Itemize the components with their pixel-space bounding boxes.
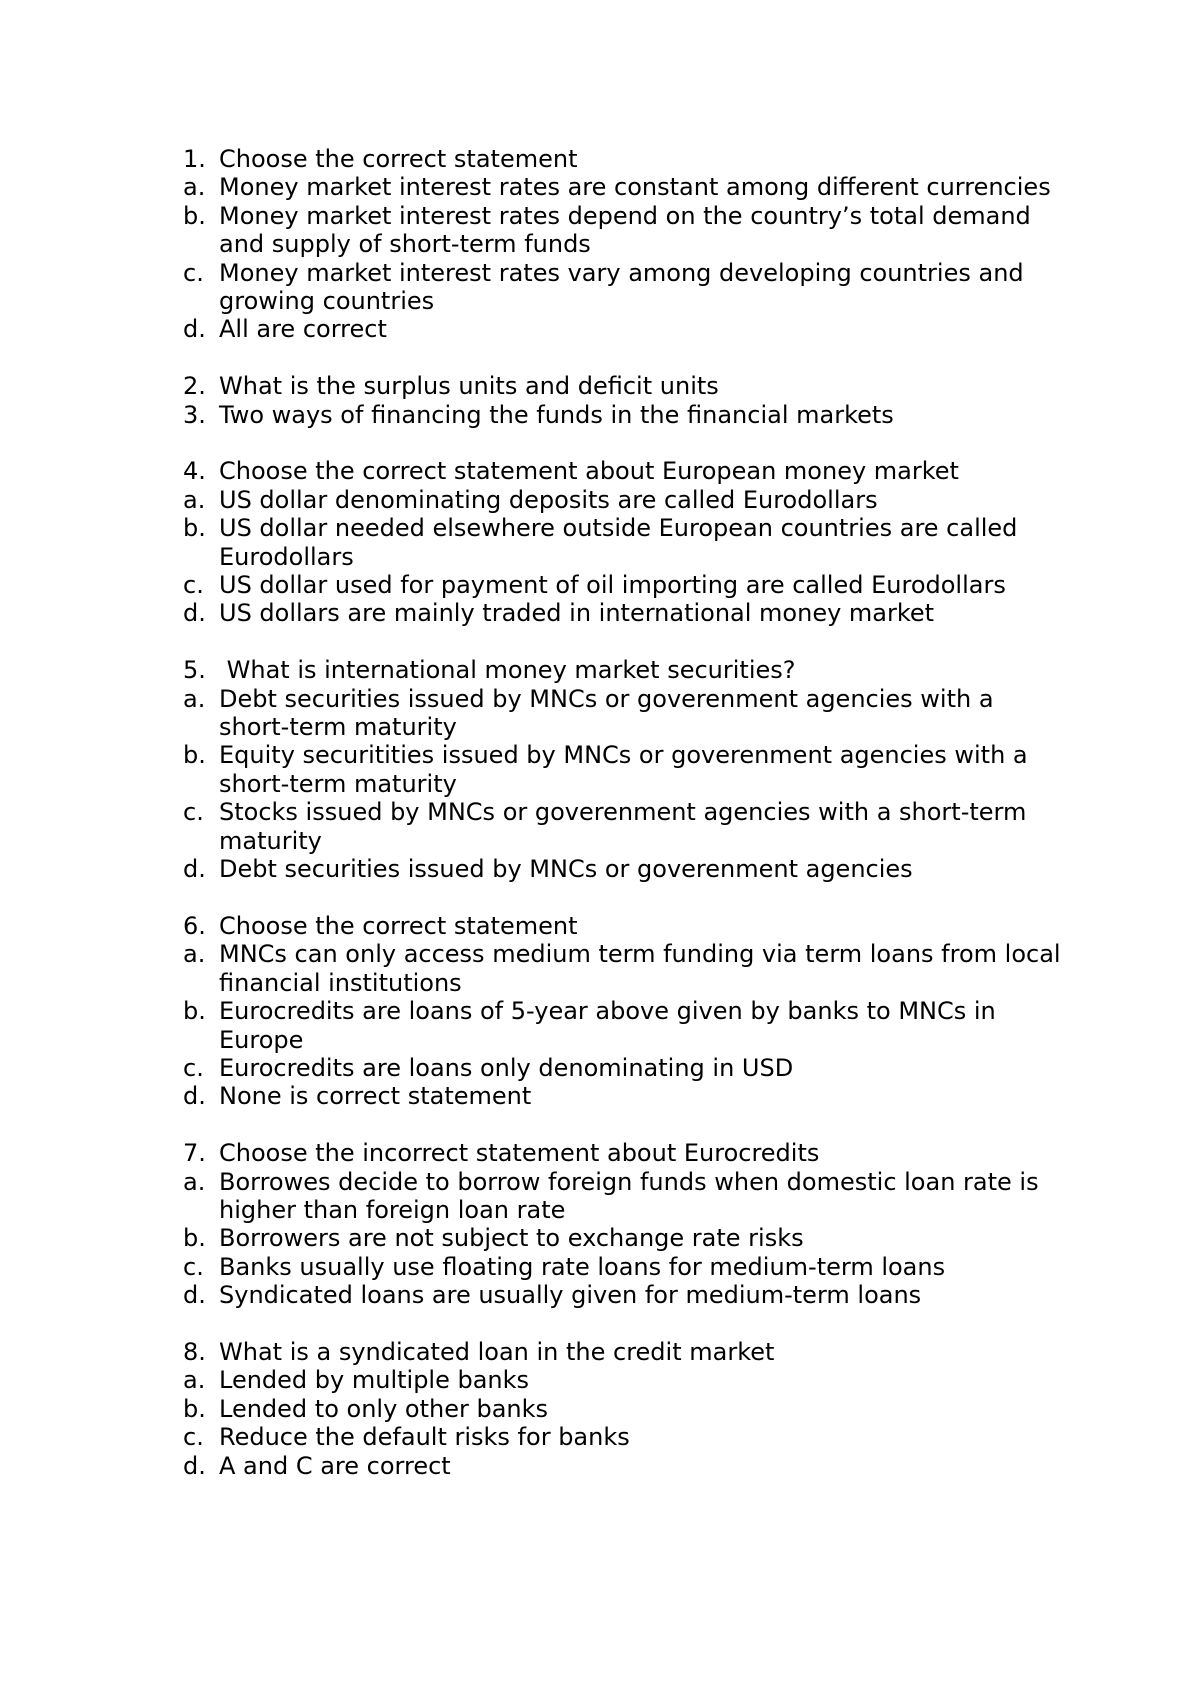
question-block bbox=[183, 911, 1069, 1111]
option-letter: c. bbox=[183, 1423, 204, 1452]
question-text: What is international money market securities? bbox=[219, 656, 796, 685]
option-text: MNCs can only access medium term funding via term loans from local financial institutions bbox=[219, 940, 1069, 997]
answer-option bbox=[183, 315, 1063, 343]
question-number: 2. bbox=[183, 372, 206, 401]
question-line bbox=[183, 1139, 1063, 1167]
option-letter: a. bbox=[183, 485, 206, 514]
answer-option bbox=[183, 1452, 1063, 1480]
question-number: 5. bbox=[183, 656, 206, 685]
question-text: Choose the correct statement bbox=[219, 145, 578, 173]
answer-option bbox=[183, 798, 1063, 855]
option-letter: a. bbox=[183, 1366, 206, 1395]
question-number: 7. bbox=[183, 1139, 206, 1168]
option-letter: d. bbox=[183, 1451, 206, 1480]
question-line bbox=[183, 145, 1063, 173]
option-text: US dollars are mainly traded in international money market bbox=[219, 599, 935, 628]
question-text: Choose the correct statement about European money market bbox=[219, 457, 959, 486]
question-text: Choose the incorrect statement about Eurocredits bbox=[219, 1139, 820, 1168]
answer-option bbox=[183, 1168, 1063, 1225]
question-number: 6. bbox=[183, 911, 206, 940]
option-text: Lended to only other banks bbox=[219, 1394, 549, 1423]
question-line bbox=[183, 912, 1063, 940]
question-line bbox=[183, 656, 1063, 684]
option-letter: b. bbox=[183, 201, 206, 230]
answer-option bbox=[183, 855, 1063, 883]
option-letter: d. bbox=[183, 599, 206, 628]
option-letter: b. bbox=[183, 1224, 206, 1253]
answer-option bbox=[183, 1224, 1063, 1252]
answer-option bbox=[183, 259, 1063, 316]
option-letter: a. bbox=[183, 940, 206, 969]
answer-option bbox=[183, 1253, 1063, 1281]
answer-option bbox=[183, 997, 1063, 1054]
question-block bbox=[183, 656, 1063, 883]
answer-option bbox=[183, 571, 1063, 599]
option-letter: b. bbox=[183, 1394, 206, 1423]
option-letter: d. bbox=[183, 855, 206, 884]
question-text: What is the surplus units and deficit units bbox=[219, 372, 719, 401]
question-text: Choose the correct statement bbox=[219, 911, 578, 940]
question-list bbox=[183, 145, 1069, 1480]
question-block bbox=[183, 1338, 1063, 1480]
question-number: 1. bbox=[183, 145, 206, 173]
option-letter: a. bbox=[183, 684, 206, 713]
option-text: US dollar denominating deposits are called Eurodollars bbox=[219, 485, 878, 514]
option-text: Money market interest rates are constant among different currencies bbox=[219, 173, 1051, 202]
option-text: All are correct bbox=[219, 315, 387, 344]
question-number: 8. bbox=[183, 1337, 206, 1366]
question-line bbox=[183, 401, 1063, 429]
question-text: What is a syndicated loan in the credit market bbox=[219, 1337, 775, 1366]
option-text: Equity securitities issued by MNCs or goverenment agencies with a short-term maturity bbox=[219, 741, 1036, 798]
question-block bbox=[183, 457, 1063, 627]
option-letter: b. bbox=[183, 997, 206, 1026]
answer-option bbox=[183, 599, 1063, 627]
question-block bbox=[183, 372, 1063, 429]
option-letter: c. bbox=[183, 1053, 204, 1082]
question-text: Two ways of financing the funds in the financial markets bbox=[219, 400, 894, 429]
answer-option bbox=[183, 173, 1063, 201]
option-letter: c. bbox=[183, 1252, 204, 1281]
option-text: Lended by multiple banks bbox=[219, 1366, 530, 1395]
option-text: None is correct statement bbox=[219, 1082, 532, 1111]
answer-option bbox=[183, 202, 1063, 259]
option-text: US dollar used for payment of oil importing are called Eurodollars bbox=[219, 571, 1006, 600]
answer-option bbox=[183, 940, 1069, 997]
option-text: Eurocredits are loans only denominating in USD bbox=[219, 1053, 794, 1082]
question-block bbox=[183, 1139, 1063, 1309]
answer-option bbox=[183, 741, 1063, 798]
option-text: Money market interest rates depend on the country’s total demand and supply of short-term funds bbox=[219, 201, 1039, 259]
question-line bbox=[183, 372, 1063, 400]
answer-option bbox=[183, 1423, 1063, 1451]
answer-option bbox=[183, 514, 1063, 571]
option-text: Banks usually use floating rate loans for medium-term loans bbox=[219, 1252, 946, 1281]
option-text: Borrowers are not subject to exchange rate risks bbox=[219, 1224, 804, 1253]
option-letter: b. bbox=[183, 741, 206, 770]
option-letter: a. bbox=[183, 173, 206, 202]
answer-option bbox=[183, 685, 1063, 742]
question-line bbox=[183, 457, 1063, 485]
option-text: A and C are correct bbox=[219, 1451, 451, 1480]
question-number: 4. bbox=[183, 457, 206, 486]
option-text: Eurocredits are loans of 5-year above given by banks to MNCs in Europe bbox=[219, 997, 1004, 1054]
option-letter: a. bbox=[183, 1167, 206, 1196]
option-text: US dollar needed elsewhere outside European countries are called Eurodollars bbox=[219, 514, 1026, 571]
answer-option bbox=[183, 1366, 1063, 1394]
answer-option bbox=[183, 486, 1063, 514]
question-line bbox=[183, 1338, 1063, 1366]
option-text: Reduce the default risks for banks bbox=[219, 1423, 630, 1452]
option-text: Borrowes decide to borrow foreign funds when domestic loan rate is higher than foreign loan rate bbox=[219, 1167, 1047, 1224]
question-block bbox=[183, 145, 1063, 344]
option-text: Stocks issued by MNCs or goverenment agencies with a short-term maturity bbox=[219, 798, 1035, 855]
option-text: Debt securities issued by MNCs or goverenment agencies bbox=[219, 855, 913, 884]
answer-option bbox=[183, 1281, 1063, 1309]
option-letter: c. bbox=[183, 571, 204, 600]
option-text: Syndicated loans are usually given for medium-term loans bbox=[219, 1281, 922, 1310]
option-letter: d. bbox=[183, 1082, 206, 1111]
answer-option bbox=[183, 1054, 1063, 1082]
option-text: Debt securities issued by MNCs or goverenment agencies with a short-term maturity bbox=[219, 684, 1002, 742]
option-letter: d. bbox=[183, 315, 206, 344]
answer-option bbox=[183, 1082, 1063, 1110]
option-letter: c. bbox=[183, 258, 204, 287]
option-letter: b. bbox=[183, 514, 206, 543]
option-letter: c. bbox=[183, 798, 204, 827]
question-number: 3. bbox=[183, 400, 206, 429]
option-letter: d. bbox=[183, 1281, 206, 1310]
answer-option bbox=[183, 1395, 1063, 1423]
option-text: Money market interest rates vary among developing countries and growing countries bbox=[219, 258, 1032, 316]
